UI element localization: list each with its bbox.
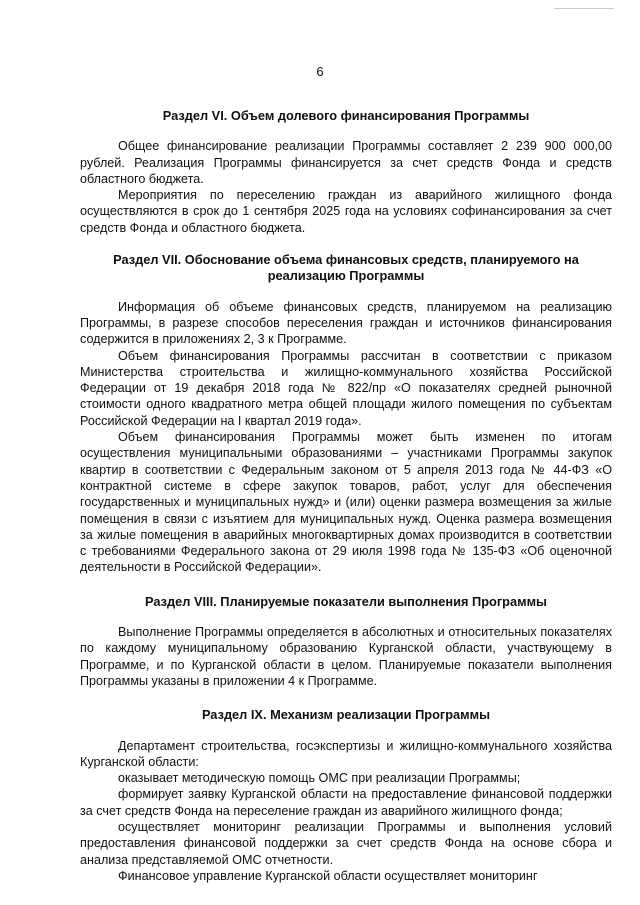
paragraph: Объем финансирования Программы может быть изменен по итогам осуществления муниципальными образованиями – участниками Программы закупок квартир в соответствии с Федеральным законом от 5 апреля 2013 года № 44-ФЗ «О контрактной системе в сфере закупок товаров, работ, услуг для обеспечения государственных и муниципальных нужд» и (или) оценки размера возмещения за жилые помещения в связи с изъятием для муниципальных нужд. Оценка размера возмещения за жилые помещения в аварийных многоквартирных домах производится в соответствии с требованиями Федерального закона от 29 июля 1998 года № 135-ФЗ «Об оценочной деятельности в Российской Федерации».: [80, 430, 612, 575]
paragraph: Мероприятия по переселению граждан из аварийного жилищного фонда осуществляются в срок до 1 сентября 2025 года на условиях софинансирования за счет средств Фонда и областного бюджета.: [80, 188, 612, 235]
section-9-heading: Раздел IX. Механизм реализации Программы: [201, 707, 491, 723]
paragraph: Выполнение Программы определяется в абсолютных и относительных показателях по каждому муниципальному образованию Курганской области, участвующему в Программе, и по Курганской области в целом. Планируемые показатели выполнения Программы указаны в приложении 4 к Программе.: [80, 625, 612, 688]
paragraph: Финансовое управление Курганской области осуществляет мониторинг: [118, 868, 538, 883]
paragraph: Общее финансирование реализации Программы составляет 2 239 900 000,00 рублей. Реализация Программы финансируется за счет средств Фонда и средств областного бюджета.: [80, 139, 612, 186]
scan-artifact-line: [554, 8, 614, 9]
paragraph: формирует заявку Курганской области на предоставление финансовой поддержки за счет средств Фонда на переселение граждан из аварийного жилищного фонда;: [80, 787, 612, 818]
paragraph: Департамент строительства, госэкспертизы и жилищно-коммунального хозяйства Курганской области:: [80, 738, 612, 769]
section-8-heading: Раздел VIII. Планируемые показатели выполнения Программы: [145, 593, 547, 609]
paragraph: Объем финансирования Программы рассчитан в соответствии с приказом Министерства строительства и жилищно-коммунального хозяйства Российской Федерации от 19 декабря 2018 года № 822/пр «О показателях средней рыночной стоимости одного квадратного метра общей площади жилого помещения по субъектам Российской Федерации на I квартал 2019 года».: [80, 348, 612, 428]
paragraph: осуществляет мониторинг реализации Программы и выполнения условий предоставления финансовой поддержки за счет средств Фонда на основе сбора и анализа представляемой ОМС отчетности.: [80, 819, 612, 867]
page-number: 6: [316, 64, 324, 79]
section-6-heading: Раздел VI. Объем долевого финансирования Программы: [162, 108, 530, 123]
document-body: [80, 108, 612, 884]
paragraph: Информация об объеме финансовых средств, планируемом на реализацию Программы, в разрезе способов переселения граждан и источников финансирования содержится в приложениях 2, 3 к Программе.: [80, 299, 612, 347]
paragraph: оказывает методическую помощь ОМС при реализации Программы;: [118, 771, 521, 786]
section-7-heading: Раздел VII. Обоснование объема финансовых средств, планируемого на реализацию Программы: [113, 252, 579, 284]
